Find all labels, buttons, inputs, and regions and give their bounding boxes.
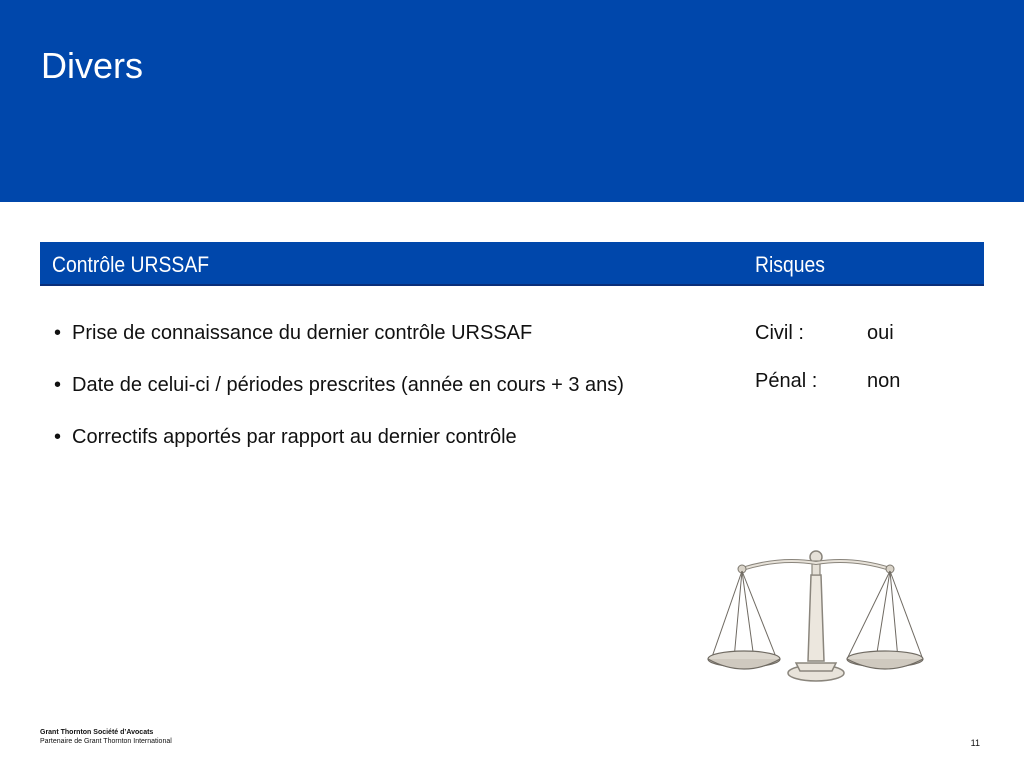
risk-value: oui xyxy=(867,322,894,344)
table-header-bar xyxy=(40,242,984,286)
bullet-list xyxy=(52,318,692,474)
risk-label: Civil : xyxy=(755,322,804,344)
bullet-item xyxy=(52,318,692,348)
slide-title: Divers xyxy=(41,45,144,86)
bullet-marker: • xyxy=(54,426,62,448)
bullet-marker: • xyxy=(54,374,62,396)
bullet-text: Date de celui-ci / périodes prescrites (année en cours + 3 ans) xyxy=(72,374,624,396)
bullet-item xyxy=(52,370,692,400)
footer-company-name: Grant Thornton Société d’Avocats xyxy=(40,729,154,736)
scales-of-justice-icon xyxy=(700,545,930,690)
risk-value: non xyxy=(867,370,901,392)
risk-label: Pénal : xyxy=(755,370,818,392)
bullet-marker: • xyxy=(54,322,62,344)
footer-partner-text: Partenaire de Grant Thornton International xyxy=(40,738,172,745)
bullet-text: Prise de connaissance du dernier contrôle URSSAF xyxy=(72,322,533,344)
page-number: 11 xyxy=(970,738,980,748)
header-risques: Risques xyxy=(755,252,825,277)
bullet-item xyxy=(52,422,692,452)
bullet-text: Correctifs apportés par rapport au dernier contrôle xyxy=(72,426,517,448)
title-band xyxy=(0,0,1024,202)
header-controle-urssaf: Contrôle URSSAF xyxy=(52,252,210,277)
